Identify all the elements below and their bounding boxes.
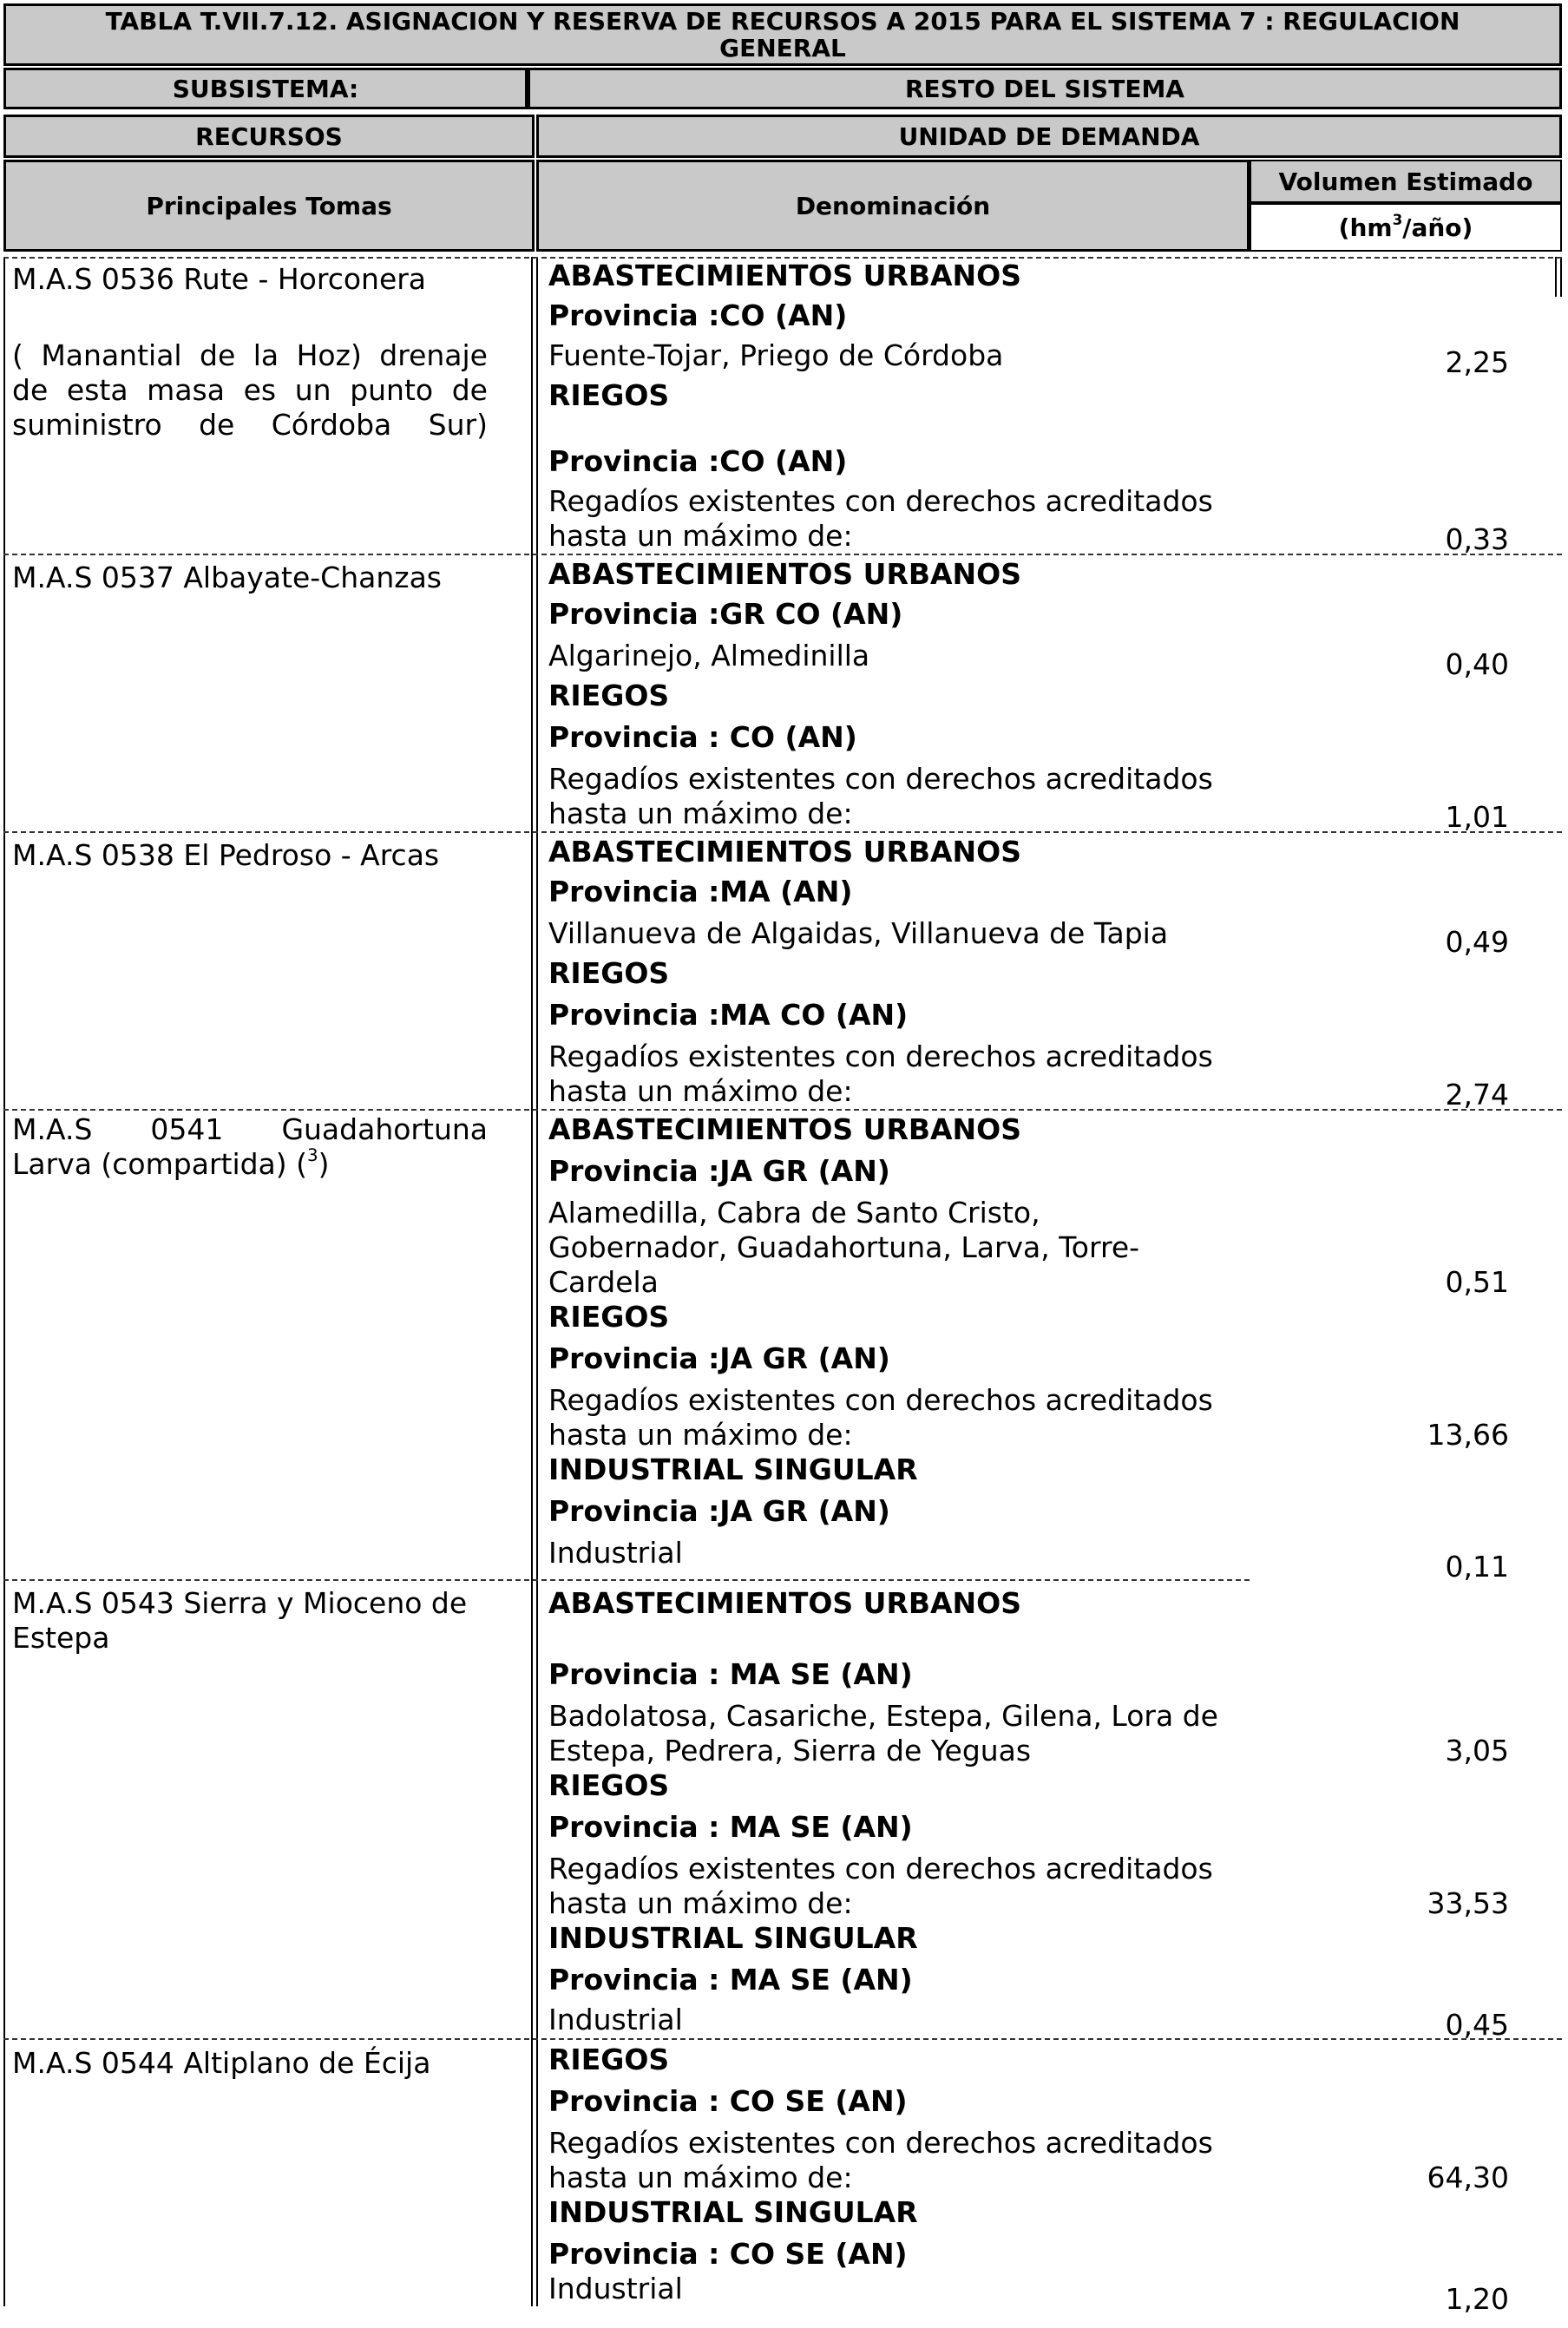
toma-0537: M.A.S 0537 Albayate-Chanzas — [12, 561, 442, 594]
category-riegos: RIEGOS — [548, 679, 670, 712]
regadios-label: Regadíos existentes con derechos acreditados — [548, 1039, 1213, 1073]
toma-0543: M.A.S 0543 Sierra y Mioceno de Estepa — [12, 1586, 468, 1655]
column-divider-b — [536, 257, 538, 2306]
provincia-label: Provincia :JA GR (AN) — [548, 1154, 890, 1188]
category-industrial: INDUSTRIAL SINGULAR — [548, 2195, 918, 2229]
volumen-estimado-label: Volumen Estimado — [1278, 167, 1533, 196]
volumen-value: 0,40 — [1445, 647, 1509, 681]
volumen-value: 0,49 — [1445, 925, 1509, 959]
right-border-top-b — [1560, 257, 1562, 297]
maximo-label: hasta un máximo de: — [548, 1418, 853, 1452]
maximo-label: hasta un máximo de: — [548, 1886, 853, 1920]
subsistema-label: SUBSISTEMA: — [172, 74, 359, 103]
municipios-label: Fuente-Tojar, Priego de Córdoba — [548, 338, 1004, 372]
toma-0536-note: ( Manantial de la Hoz) drenaje de esta masa es un punto de suministro de Córdoba Sur) — [12, 338, 488, 442]
provincia-label: Provincia : CO SE (AN) — [548, 2237, 908, 2271]
toma-0536: M.A.S 0536 Rute - Horconera — [12, 262, 427, 296]
municipios-label: Estepa, Pedrera, Sierra de Yeguas — [548, 1734, 1032, 1767]
toma-0541-line2: Larva (compartida) ($^3$) — [12, 1145, 330, 1181]
municipios-label: Gobernador, Guadahortuna, Larva, Torre- — [548, 1230, 1140, 1264]
category-abastecimientos: ABASTECIMIENTOS URBANOS — [548, 259, 1021, 292]
category-industrial: INDUSTRIAL SINGULAR — [548, 1453, 918, 1486]
row-separator — [3, 554, 1562, 555]
subsistema-value-cell — [528, 68, 1562, 109]
maximo-label: hasta un máximo de: — [548, 1074, 853, 1108]
category-abastecimientos: ABASTECIMIENTOS URBANOS — [548, 1112, 1021, 1146]
municipios-label: Algarinejo, Almedinilla — [548, 639, 870, 672]
provincia-label: Provincia :JA GR (AN) — [548, 1341, 890, 1375]
provincia-label: Provincia : MA SE (AN) — [548, 1963, 913, 1997]
industrial-label: Industrial — [548, 2272, 683, 2305]
municipios-label: Alamedilla, Cabra de Santo Cristo, — [548, 1196, 1040, 1230]
municipios-label: Villanueva de Algaidas, Villanueva de Tapia — [548, 916, 1169, 950]
regadios-label: Regadíos existentes con derechos acreditados — [548, 762, 1213, 796]
provincia-label: Provincia : CO SE (AN) — [548, 2084, 908, 2118]
category-riegos: RIEGOS — [548, 956, 670, 990]
subsistema-value: RESTO DEL SISTEMA — [905, 74, 1184, 103]
row-separator — [3, 1579, 1250, 1581]
volumen-value: 0,51 — [1445, 1265, 1509, 1299]
regadios-label: Regadíos existentes con derechos acreditados — [548, 1852, 1213, 1885]
industrial-label: Industrial — [548, 2003, 683, 2036]
volumen-value: 64,30 — [1427, 2161, 1509, 2194]
recursos-label: RECURSOS — [195, 121, 343, 151]
regadios-label: Regadíos existentes con derechos acreditados — [548, 1383, 1213, 1417]
volumen-value: 3,05 — [1445, 1734, 1509, 1767]
volumen-value: 13,66 — [1427, 1418, 1509, 1452]
category-abastecimientos: ABASTECIMIENTOS URBANOS — [548, 1586, 1021, 1620]
volumen-value: 0,45 — [1445, 2008, 1509, 2042]
principales-tomas-header — [3, 160, 535, 252]
provincia-label: Provincia :GR CO (AN) — [548, 597, 903, 631]
volumen-value: 1,01 — [1445, 800, 1509, 834]
regadios-label: Regadíos existentes con derechos acreditados — [548, 484, 1213, 518]
right-border-top — [1555, 257, 1557, 297]
category-abastecimientos: ABASTECIMIENTOS URBANOS — [548, 557, 1021, 591]
row-separator — [3, 1109, 1562, 1111]
unidad-demanda-label: UNIDAD DE DEMANDA — [898, 121, 1200, 151]
toma-0541-line1: M.A.S 0541 Guadahortuna — [12, 1112, 488, 1146]
unidad-header — [1250, 203, 1562, 252]
volumen-value: 1,20 — [1445, 2282, 1509, 2316]
regadios-label: Regadíos existentes con derechos acreditados — [548, 2126, 1213, 2160]
provincia-label: Provincia :CO (AN) — [548, 298, 848, 332]
provincia-label: Provincia : MA SE (AN) — [548, 1657, 913, 1691]
maximo-label: hasta un máximo de: — [548, 2161, 853, 2194]
table-title-text: TABLA T.VII.7.12. ASIGNACION Y RESERVA DE RECURSOS A 2015 PARA EL SISTEMA 7 : REGULACION GENERAL — [105, 7, 1460, 62]
volumen-value: 2,25 — [1445, 345, 1509, 379]
provincia-label: Provincia : CO (AN) — [548, 720, 857, 754]
toma-0544: M.A.S 0544 Altiplano de Écija — [12, 2046, 431, 2080]
denominacion-header — [536, 160, 1250, 252]
unidad-label: $(hm^3/año)$ — [1338, 210, 1473, 242]
volumen-value: 0,33 — [1445, 522, 1509, 556]
provincia-label: Provincia :CO (AN) — [548, 444, 848, 478]
maximo-label: hasta un máximo de: — [548, 797, 853, 830]
category-riegos: RIEGOS — [548, 1300, 670, 1334]
volumen-value: 2,74 — [1445, 1078, 1509, 1112]
left-border — [3, 257, 5, 2306]
row-separator — [3, 2038, 1562, 2040]
provincia-label: Provincia :MA CO (AN) — [548, 998, 909, 1032]
category-riegos: RIEGOS — [548, 1768, 670, 1802]
industrial-label: Industrial — [548, 1536, 683, 1570]
table-title — [3, 3, 1562, 66]
maximo-label: hasta un máximo de: — [548, 519, 853, 553]
category-industrial: INDUSTRIAL SINGULAR — [548, 1921, 918, 1955]
volumen-value: 33,53 — [1427, 1886, 1509, 1920]
row-separator — [3, 831, 1562, 833]
recursos-header — [3, 115, 535, 158]
provincia-label: Provincia : MA SE (AN) — [548, 1810, 913, 1844]
column-divider-a — [531, 257, 533, 2306]
category-riegos: RIEGOS — [548, 378, 670, 412]
provincia-label: Provincia :MA (AN) — [548, 875, 853, 908]
municipios-label: Cardela — [548, 1265, 659, 1299]
category-riegos: RIEGOS — [548, 2043, 670, 2076]
provincia-label: Provincia :JA GR (AN) — [548, 1494, 890, 1528]
denominacion-label: Denominación — [795, 191, 991, 220]
category-abastecimientos: ABASTECIMIENTOS URBANOS — [548, 835, 1021, 869]
subsistema-label-cell — [3, 68, 528, 109]
principales-tomas-label: Principales Tomas — [146, 191, 392, 220]
volumen-value: 0,11 — [1445, 1550, 1509, 1584]
municipios-label: Badolatosa, Casariche, Estepa, Gilena, Lora de — [548, 1699, 1218, 1733]
volumen-estimado-header — [1250, 160, 1562, 203]
toma-0538: M.A.S 0538 El Pedroso - Arcas — [12, 838, 440, 872]
unidad-demanda-header — [536, 115, 1562, 158]
toma-0541 — [12, 1112, 488, 1182]
